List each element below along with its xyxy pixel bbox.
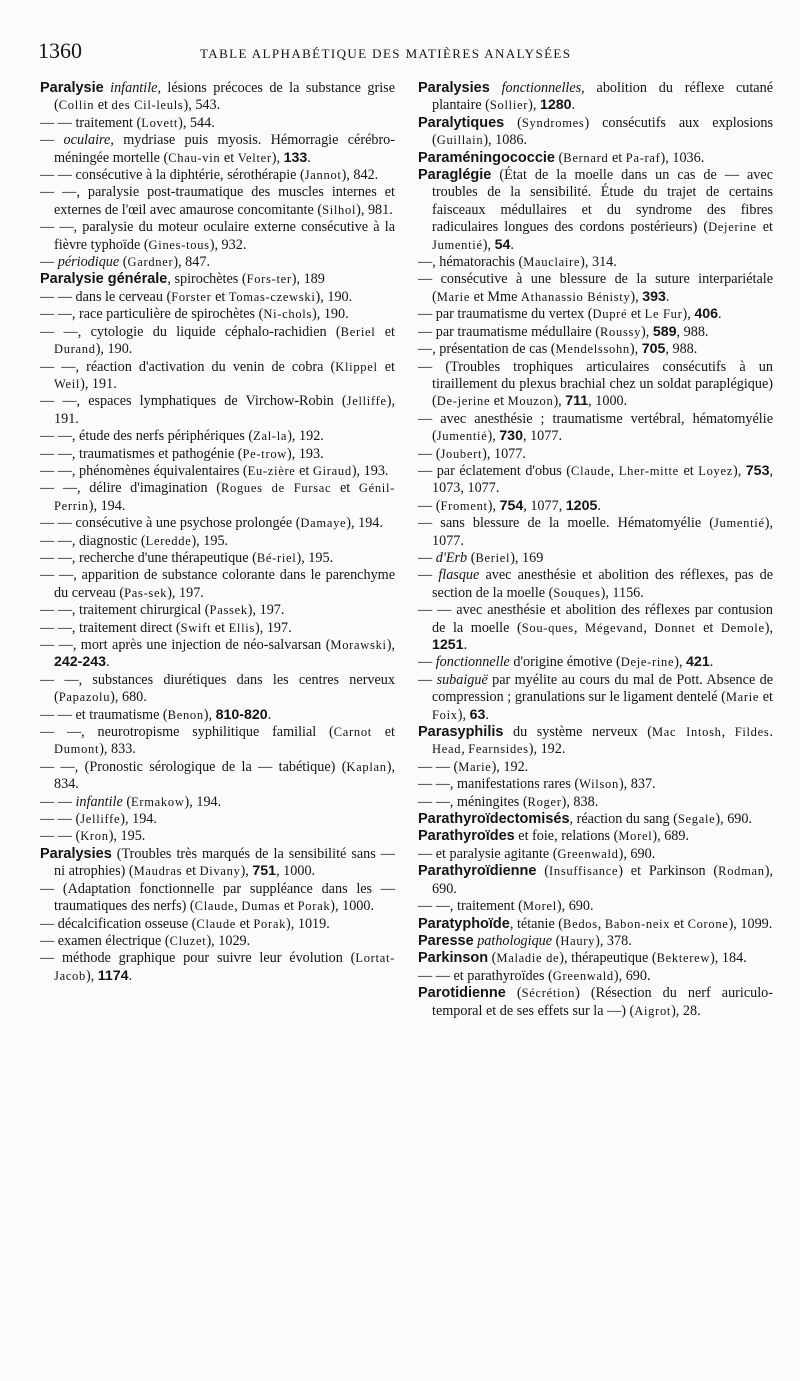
index-entry: — — (Jelliffe), 194. bbox=[40, 811, 157, 828]
index-entry: — —, manifestations rares (Wilson), 837. bbox=[418, 776, 656, 793]
index-entry: Parathyroïdes et foie, relations (Morel), 689. bbox=[418, 828, 690, 845]
right-index-column bbox=[418, 80, 773, 1020]
index-entry: — —, paralysie du moteur oculaire externe consécutive à la fièvre typhoïde (Gines-tous), 932. bbox=[40, 219, 395, 253]
index-entry: — (Adaptation fonctionnelle par suppléance dans les — traumatiques des nerfs) (Claude, Dumas et Porak), 1000. bbox=[40, 880, 395, 915]
index-entry: —, présentation de cas (Mendelssohn), 705, 988. bbox=[418, 341, 698, 358]
index-entry: — —, (Pronostic sérologique de la — tabétique) (Kaplan), 834. bbox=[40, 758, 395, 793]
index-entry: — par traumatisme du vertex (Dupré et Le Fur), 406. bbox=[418, 306, 722, 323]
page-number: 1360 bbox=[38, 38, 82, 63]
index-entry: — —, substances diurétiques dans les centres nerveux (Papazolu), 680. bbox=[40, 671, 395, 706]
index-entry: — —, mort après une injection de néo-salvarsan (Morawski), 242-243. bbox=[40, 637, 395, 671]
index-entry: Parkinson (Maladie de), thérapeutique (Bekterew), 184. bbox=[418, 950, 747, 967]
index-entry: — périodique (Gardner), 847. bbox=[40, 254, 210, 271]
index-entry: — —, traitement chirurgical (Passek), 197. bbox=[40, 602, 285, 619]
page-header bbox=[38, 38, 770, 64]
index-entry: — — (Kron), 195. bbox=[40, 828, 146, 845]
index-entry: — — infantile (Ermakow), 194. bbox=[40, 793, 222, 810]
index-entry: — —, traitement direct (Swift et Ellis), 197. bbox=[40, 619, 292, 636]
index-entry: Paraglégie (État de la moelle dans un cas de — avec troubles de la sensibilité. Étude du trajet de certains faisceaux médullaires et du syndrome des fibres radiculaires longues des cordons postérieurs) (Dejerine et Jumentié), 54. bbox=[418, 167, 773, 253]
index-entry: — —, méningites (Roger), 838. bbox=[418, 793, 599, 810]
index-entry: Paralysie générale, spirochètes (Fors-ter), 189 bbox=[40, 271, 325, 288]
index-entry: — examen électrique (Cluzet), 1029. bbox=[40, 932, 251, 949]
index-entry: Parotidienne (Sécrétion) (Résection du nerf auriculo-temporal et de ses effets sur la —) (Aigrot), 28. bbox=[418, 985, 773, 1019]
index-entry: — flasque avec anesthésie et abolition des réflexes, pas de section de la moelle (Souques), 1156. bbox=[418, 567, 774, 601]
running-title: TABLE ALPHABÉTIQUE DES MATIÈRES ANALYSÉES bbox=[200, 46, 572, 61]
index-entry: — subaiguë par myélite au cours du mal de Pott. Absence de compression ; granulations sur le ligament dentelé (Marie et Foix), 63. bbox=[418, 671, 773, 723]
index-entry: — consécutive à une blessure de la suture interpariétale (Marie et Mme Athanassio Bénisty), 393. bbox=[418, 271, 773, 305]
index-entry: Paralysie infantile, lésions précoces de la substance grise (Collin et des Cil-leuls), 543. bbox=[40, 80, 395, 114]
index-entry: — fonctionnelle d'origine émotive (Deje-rine), 421. bbox=[418, 654, 714, 671]
index-entry: — — dans le cerveau (Forster et Tomas-czewski), 190. bbox=[40, 288, 353, 305]
index-entry: Paraméningococcie (Bernard et Pa-raf), 1036. bbox=[418, 149, 705, 166]
index-entry: — (Froment), 754, 1077, 1205. bbox=[418, 497, 601, 514]
index-entry: — —, traitement (Morel), 690. bbox=[418, 898, 594, 915]
index-entry: — par traumatisme médullaire (Roussy), 589, 988. bbox=[418, 323, 709, 340]
index-entry: Paratyphoïde, tétanie (Bedos, Babon-neix et Corone), 1099. bbox=[418, 915, 773, 932]
index-entry: — — avec anesthésie et abolition des réflexes par contusion de la moelle (Sou-ques, Mégevand, Donnet et Demole), 1251. bbox=[418, 602, 773, 653]
index-entry: — —, recherche d'une thérapeutique (Bé-riel), 195. bbox=[40, 549, 334, 566]
left-index-column bbox=[40, 80, 395, 985]
index-entry: — décalcification osseuse (Claude et Porak), 1019. bbox=[40, 915, 330, 932]
index-entry: — —, diagnostic (Leredde), 195. bbox=[40, 532, 229, 549]
index-entry: — —, paralysie post-traumatique des muscles internes et externes de l'œil avec amaurose concomitante (Silhol), 981. bbox=[40, 184, 395, 218]
index-entry: — —, espaces lymphatiques de Virchow-Robin (Jelliffe), 191. bbox=[40, 393, 395, 427]
index-entry: — —, apparition de substance colorante dans le parenchyme du cerveau (Pas-sek), 197. bbox=[40, 567, 395, 601]
index-entry: Parathyroïdectomisés, réaction du sang (Segale), 690. bbox=[418, 811, 753, 828]
index-entry: — — et parathyroïdes (Greenwald), 690. bbox=[418, 967, 651, 984]
index-entry: — — et traumatisme (Benon), 810-820. bbox=[40, 706, 272, 723]
index-entry: — —, traumatismes et pathogénie (Pe-trow), 193. bbox=[40, 445, 324, 462]
index-entry: Parasyphilis du système nerveux (Mac Intosh, Fildes. Head, Fearnsides), 192. bbox=[418, 724, 773, 758]
index-entry: — avec anesthésie ; traumatisme vertébral, hématomyélie (Jumentié), 730, 1077. bbox=[418, 410, 773, 445]
index-entry: — — consécutive à une psychose prolongée (Damaye), 194. bbox=[40, 515, 383, 532]
index-entry: — —, cytologie du liquide céphalo-rachidien (Beriel et Durand), 190. bbox=[40, 323, 395, 358]
index-entry: — par éclatement d'obus (Claude, Lher-mitte et Loyez), 753, 1073, 1077. bbox=[418, 462, 774, 497]
index-entry: — et paralysie agitante (Greenwald), 690. bbox=[418, 845, 656, 862]
index-entry: — — consécutive à la diphtérie, sérothérapie (Jannot), 842. bbox=[40, 167, 379, 184]
index-entry: — oculaire, mydriase puis myosis. Hémorragie cérébro-méningée mortelle (Chau-vin et Velter), 133. bbox=[40, 132, 396, 166]
index-entry: — — (Marie), 192. bbox=[418, 758, 529, 775]
index-entry: — sans blessure de la moelle. Hématomyélie (Jumentié), 1077. bbox=[418, 515, 773, 549]
index-entry: — (Joubert), 1077. bbox=[418, 445, 526, 462]
index-entry: — —, phénomènes équivalentaires (Eu-zière et Giraud), 193. bbox=[40, 462, 389, 479]
index-entry: — —, délire d'imagination (Rogues de Fursac et Génil-Perrin), 194. bbox=[40, 480, 395, 514]
index-entry: — —, neurotropisme syphilitique familial (Carnot et Dumont), 833. bbox=[40, 724, 395, 758]
index-entry: — — traitement (Lovett), 544. bbox=[40, 114, 215, 131]
index-entry: —, hématorachis (Mauclaire), 314. bbox=[418, 254, 617, 271]
index-entry: — —, race particulière de spirochètes (Ni-chols), 190. bbox=[40, 306, 349, 323]
index-entry: Paralytiques (Syndromes) consécutifs aux explosions (Guillain), 1086. bbox=[418, 114, 773, 149]
index-entry: Parathyroïdienne (Insuffisance) et Parkinson (Rodman), 690. bbox=[418, 863, 773, 897]
index-entry: Paralysies fonctionnelles, abolition du réflexe cutané plantaire (Sollier), 1280. bbox=[418, 80, 773, 114]
index-entry: — —, étude des nerfs périphériques (Zal-la), 192. bbox=[40, 428, 324, 445]
index-entry: — —, réaction d'activation du venin de cobra (Klippel et Weil), 191. bbox=[40, 358, 395, 392]
index-entry: Paralysies (Troubles très marqués de la sensibilité sans — ni atrophies) (Maudras et Divany), 751, 1000. bbox=[40, 845, 395, 880]
index-entry: — méthode graphique pour suivre leur évolution (Lortat-Jacob), 1174. bbox=[40, 950, 395, 984]
index-entry: Paresse pathologique (Haury), 378. bbox=[418, 932, 632, 949]
index-entry: — (Troubles trophiques articulaires consécutifs à un tiraillement du plexus brachial chez un soldat paraplégique) (De-jerine et Mouzon), 711, 1000. bbox=[418, 358, 773, 410]
index-entry: — d'Erb (Beriel), 169 bbox=[418, 549, 544, 566]
